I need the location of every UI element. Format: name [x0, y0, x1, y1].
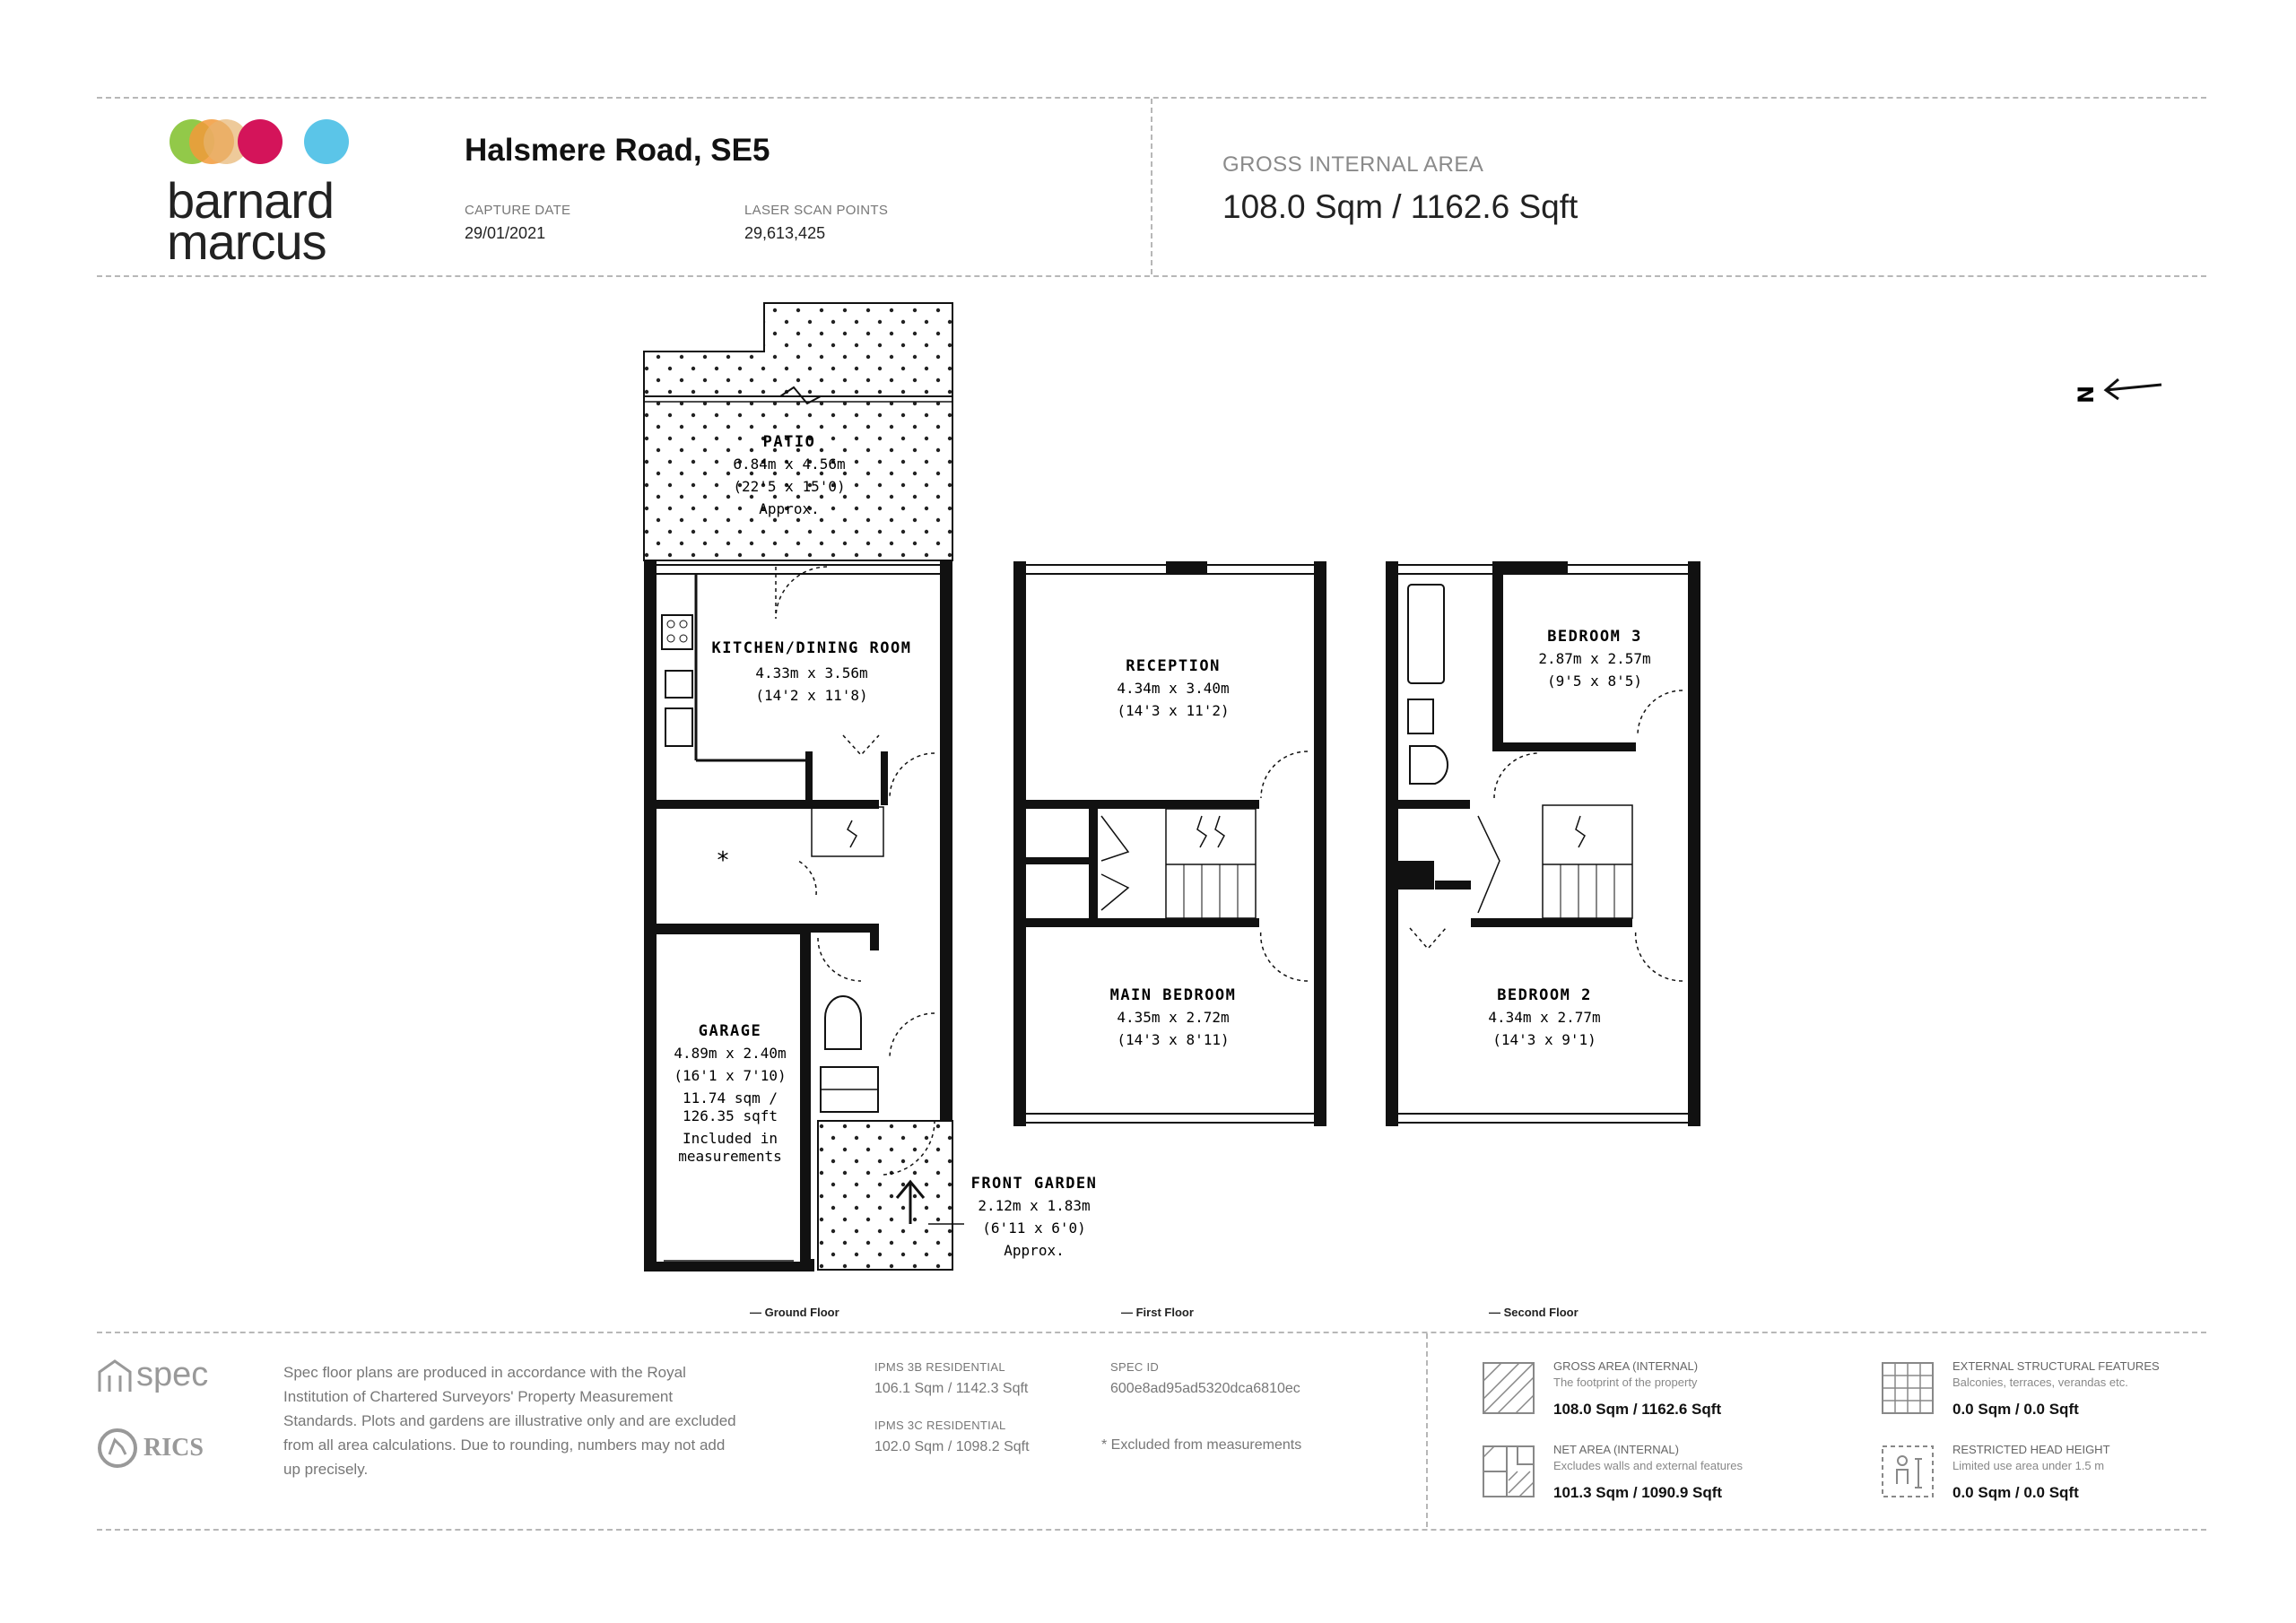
gia-value: 108.0 Sqm / 1162.6 Sqft — [1222, 188, 1578, 225]
first-floor-caption: — First Floor — [1121, 1306, 1194, 1319]
disclaimer-line: from all area calculations. Due to rounding, numbers may not add — [283, 1436, 726, 1454]
reception-metric: 4.34m x 3.40m — [1117, 680, 1230, 697]
bedroom-2-name: BEDROOM 2 — [1497, 986, 1592, 1004]
patio-metric: 6.84m x 4.56m — [733, 456, 846, 473]
garage-name: GARAGE — [698, 1022, 762, 1040]
bedroom-3-imperial: (9'5 x 8'5) — [1547, 673, 1642, 690]
ipms-3c-label: IPMS 3C RESIDENTIAL — [874, 1419, 1006, 1432]
ground-floor-plan — [644, 303, 1097, 1271]
logo-line-1: barnard — [167, 172, 335, 229]
footer-vertical-divider — [1426, 1333, 1428, 1527]
excluded-note: * Excluded from measurements — [1101, 1437, 1302, 1453]
legend-title: EXTERNAL STRUCTURAL FEATURES — [1952, 1359, 2160, 1373]
legend-value: 108.0 Sqm / 1162.6 Sqft — [1553, 1401, 1722, 1418]
footer-bottom-divider — [97, 1529, 2206, 1531]
first-floor-plan — [1013, 561, 1326, 1126]
spec-logo-text: spec — [136, 1356, 209, 1393]
legend-value: 0.0 Sqm / 0.0 Sqft — [1952, 1484, 2079, 1501]
legend-title: NET AREA (INTERNAL) — [1553, 1443, 1679, 1456]
main-bedroom-imperial: (14'3 x 8'11) — [1117, 1031, 1230, 1048]
footer-top-divider — [97, 1332, 2206, 1333]
legend-subtitle: Balconies, terraces, verandas etc. — [1952, 1376, 2128, 1389]
north-letter: N — [2074, 385, 2099, 404]
disclaimer — [283, 1360, 736, 1481]
reception-name: RECEPTION — [1126, 657, 1221, 675]
capture-date-label: CAPTURE DATE — [465, 203, 571, 218]
spec-id-value: 600e8ad95ad5320dca6810ec — [1110, 1381, 1300, 1396]
bedroom-3-name: BEDROOM 3 — [1547, 628, 1642, 646]
bedroom-3-metric: 2.87m x 2.57m — [1538, 650, 1651, 667]
legend-subtitle: Excludes walls and external features — [1553, 1459, 1744, 1472]
legend-subtitle: Limited use area under 1.5 m — [1952, 1459, 2105, 1472]
rics-logo — [97, 1428, 204, 1469]
rics-crest-icon — [97, 1428, 138, 1469]
second-floor-plan — [1386, 561, 1700, 1126]
ground-floor-caption: — Ground Floor — [750, 1306, 839, 1319]
garage-note-1: Included in — [683, 1130, 778, 1147]
legend-title: RESTRICTED HEAD HEIGHT — [1952, 1443, 2110, 1456]
disclaimer-line: Institution of Chartered Surveyors' Property Measurement — [283, 1388, 674, 1405]
front-garden-name: FRONT GARDEN — [970, 1175, 1098, 1193]
kitchen-metric: 4.33m x 3.56m — [755, 664, 868, 681]
patio-area — [644, 303, 952, 560]
front-garden-imperial: (6'11 x 6'0) — [982, 1219, 1086, 1237]
second-floor-caption: — Second Floor — [1489, 1306, 1578, 1319]
garage-area-sqm: 11.74 sqm / — [683, 1089, 778, 1107]
laser-points-label: LASER SCAN POINTS — [744, 203, 889, 218]
property-address: Halsmere Road, SE5 — [465, 133, 770, 168]
main-bedroom-name: MAIN BEDROOM — [1109, 986, 1237, 1004]
legend-value: 101.3 Sqm / 1090.9 Sqft — [1553, 1484, 1723, 1501]
legend-subtitle: The footprint of the property — [1553, 1376, 1698, 1389]
reception-imperial: (14'3 x 11'2) — [1117, 702, 1230, 719]
ipms-3b-value: 106.1 Sqm / 1142.3 Sqft — [874, 1381, 1029, 1396]
external-features-icon — [1881, 1361, 1935, 1415]
front-garden-note: Approx. — [1004, 1242, 1065, 1259]
laser-points-value: 29,613,425 — [744, 224, 826, 242]
patio-name: PATIO — [762, 433, 816, 451]
spec-id-label: SPEC ID — [1110, 1360, 1160, 1374]
disclaimer-line: Standards. Plots and gardens are illustrative only and are excluded — [283, 1412, 736, 1429]
patio-note: Approx. — [759, 500, 820, 517]
main-bedroom-metric: 4.35m x 2.72m — [1117, 1009, 1230, 1026]
legend-value: 0.0 Sqm / 0.0 Sqft — [1952, 1401, 2079, 1418]
garage-note-2: measurements — [678, 1148, 782, 1165]
kitchen-imperial: (14'2 x 11'8) — [755, 687, 868, 704]
garage-metric: 4.89m x 2.40m — [674, 1045, 787, 1062]
disclaimer-line: up precisely. — [283, 1461, 369, 1478]
ipms-3c-value: 102.0 Sqm / 1098.2 Sqft — [874, 1439, 1030, 1454]
kitchen-name: KITCHEN/DINING ROOM — [711, 639, 912, 657]
legend-title: GROSS AREA (INTERNAL) — [1553, 1359, 1699, 1373]
ipms-3b-label: IPMS 3B RESIDENTIAL — [874, 1360, 1005, 1374]
head-height-icon — [1881, 1445, 1935, 1498]
gross-area-icon — [1482, 1361, 1535, 1415]
gia-label: GROSS INTERNAL AREA — [1222, 152, 1484, 177]
front-garden-metric: 2.12m x 1.83m — [978, 1197, 1091, 1214]
bedroom-2-metric: 4.34m x 2.77m — [1488, 1009, 1601, 1026]
excluded-store-mark: * — [717, 847, 729, 874]
bedroom-2-imperial: (14'3 x 9'1) — [1492, 1031, 1596, 1048]
patio-imperial: (22'5 x 15'0) — [733, 478, 846, 495]
garage-area-sqft: 126.35 sqft — [683, 1107, 778, 1124]
capture-date-value: 29/01/2021 — [465, 224, 546, 242]
spec-house-icon — [97, 1358, 133, 1393]
logo-line-2: marcus — [167, 213, 326, 270]
garage-imperial: (16'1 x 7'10) — [674, 1067, 787, 1084]
rics-logo-text: RICS — [144, 1434, 204, 1462]
net-area-icon — [1482, 1445, 1535, 1498]
disclaimer-line: Spec floor plans are produced in accordance with the Royal — [283, 1364, 686, 1381]
front-garden-area — [818, 1121, 952, 1270]
spec-logo — [97, 1356, 208, 1394]
